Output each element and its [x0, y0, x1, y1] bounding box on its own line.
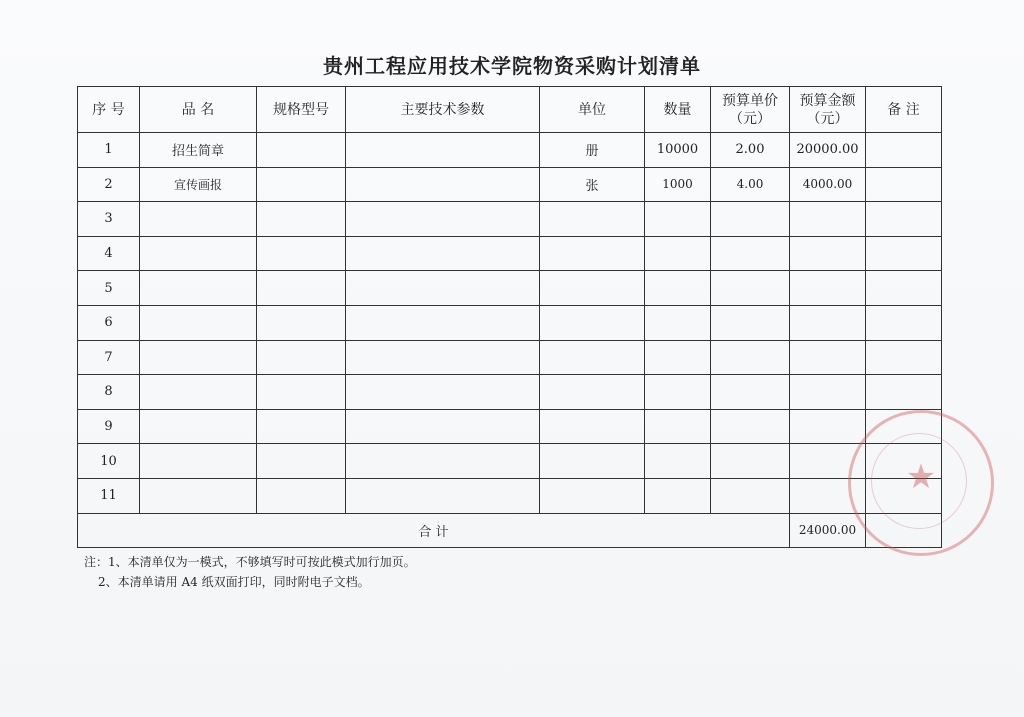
cell-model — [257, 167, 346, 202]
cell-model — [257, 375, 346, 410]
cell-remark — [866, 167, 942, 202]
cell-amount — [790, 340, 866, 375]
cell-amount — [790, 271, 866, 306]
cell-remark — [866, 375, 942, 410]
cell-params — [346, 409, 540, 444]
cell-seq: 2 — [78, 167, 140, 202]
footnote-1: 注：1、本清单仅为一模式，不够填写时可按此模式加行加页。 — [84, 555, 416, 569]
cell-remark — [866, 202, 942, 237]
amount-currency: （元） — [806, 110, 849, 127]
table-row — [78, 202, 942, 237]
cell-params — [346, 340, 540, 375]
cell-seq: 8 — [78, 375, 140, 410]
cell-params — [346, 202, 540, 237]
cell-amount — [790, 375, 866, 410]
cell-remark — [866, 271, 942, 306]
cell-params — [346, 236, 540, 271]
cell-qty — [645, 271, 711, 306]
cell-price — [711, 305, 790, 340]
cell-params — [346, 271, 540, 306]
table-row — [78, 167, 942, 202]
cell-seq: 11 — [78, 478, 140, 513]
cell-price — [711, 271, 790, 306]
cell-qty: 1000 — [645, 167, 711, 202]
cell-unit — [540, 340, 645, 375]
total-label: 合 计 — [78, 513, 790, 548]
table-body — [78, 133, 942, 514]
table-row — [78, 133, 942, 168]
cell-price — [711, 375, 790, 410]
cell-qty: 10000 — [645, 133, 711, 168]
col-header-qty: 数量 — [645, 87, 711, 133]
cell-params — [346, 167, 540, 202]
cell-price — [711, 340, 790, 375]
total-amount: 24000.00 — [790, 513, 866, 548]
cell-model — [257, 202, 346, 237]
cell-model — [257, 305, 346, 340]
cell-model — [257, 340, 346, 375]
cell-name — [140, 340, 257, 375]
table-header-row — [78, 87, 942, 133]
table-row — [78, 340, 942, 375]
col-header-unit: 单位 — [540, 87, 645, 133]
cell-seq: 3 — [78, 202, 140, 237]
cell-qty — [645, 236, 711, 271]
footnote-2: 2、本清单请用 A4 纸双面打印，同时附电子文档。 — [98, 575, 370, 589]
cell-unit — [540, 236, 645, 271]
col-header-remark: 备 注 — [866, 87, 942, 133]
col-header-model: 规格型号 — [257, 87, 346, 133]
document-title: 贵州工程应用技术学院物资采购计划清单 — [323, 54, 701, 78]
col-header-unit-price — [711, 87, 790, 133]
cell-model — [257, 444, 346, 479]
footnotes — [84, 552, 416, 592]
cell-qty — [645, 478, 711, 513]
table-row — [78, 478, 942, 513]
cell-name: 宣传画报 — [140, 167, 257, 202]
cell-params — [346, 305, 540, 340]
col-header-amount — [790, 87, 866, 133]
cell-name — [140, 271, 257, 306]
cell-unit — [540, 202, 645, 237]
cell-qty — [645, 340, 711, 375]
cell-remark — [866, 236, 942, 271]
table-row — [78, 236, 942, 271]
col-header-params: 主要技术参数 — [346, 87, 540, 133]
cell-model — [257, 271, 346, 306]
cell-amount — [790, 236, 866, 271]
cell-price — [711, 444, 790, 479]
cell-name — [140, 305, 257, 340]
table-row — [78, 271, 942, 306]
cell-name: 招生简章 — [140, 133, 257, 168]
table-row — [78, 409, 942, 444]
cell-seq: 4 — [78, 236, 140, 271]
cell-qty — [645, 444, 711, 479]
table-row — [78, 305, 942, 340]
cell-qty — [645, 375, 711, 410]
cell-name — [140, 478, 257, 513]
cell-amount — [790, 202, 866, 237]
cell-remark — [866, 305, 942, 340]
cell-qty — [645, 409, 711, 444]
cell-params — [346, 478, 540, 513]
cell-model — [257, 236, 346, 271]
cell-model — [257, 409, 346, 444]
official-seal-stamp — [848, 410, 994, 556]
cell-price: 2.00 — [711, 133, 790, 168]
amount-label: 预算金额 — [799, 92, 856, 109]
cell-qty — [645, 202, 711, 237]
cell-unit — [540, 409, 645, 444]
cell-unit: 张 — [540, 167, 645, 202]
cell-model — [257, 478, 346, 513]
unit-price-label: 预算单价 — [722, 92, 778, 109]
cell-remark — [866, 133, 942, 168]
cell-unit — [540, 375, 645, 410]
cell-remark — [866, 340, 942, 375]
seal-star-icon: ★ — [905, 457, 937, 497]
procurement-table — [77, 86, 942, 548]
cell-qty — [645, 305, 711, 340]
cell-name — [140, 202, 257, 237]
table-row — [78, 375, 942, 410]
cell-unit — [540, 444, 645, 479]
col-header-name: 品 名 — [140, 87, 257, 133]
cell-params — [346, 133, 540, 168]
col-header-seq: 序 号 — [78, 87, 140, 133]
cell-name — [140, 409, 257, 444]
cell-params — [346, 444, 540, 479]
cell-amount: 4000.00 — [790, 167, 866, 202]
total-row — [78, 513, 942, 548]
cell-seq: 1 — [78, 133, 140, 168]
cell-price: 4.00 — [711, 167, 790, 202]
cell-seq: 6 — [78, 305, 140, 340]
cell-seq: 5 — [78, 271, 140, 306]
cell-seq: 10 — [78, 444, 140, 479]
cell-price — [711, 478, 790, 513]
table-row — [78, 444, 942, 479]
cell-seq: 7 — [78, 340, 140, 375]
cell-price — [711, 202, 790, 237]
cell-price — [711, 409, 790, 444]
cell-params — [346, 375, 540, 410]
cell-amount: 20000.00 — [790, 133, 866, 168]
cell-unit — [540, 478, 645, 513]
cell-seq: 9 — [78, 409, 140, 444]
cell-name — [140, 375, 257, 410]
cell-unit — [540, 271, 645, 306]
cell-price — [711, 236, 790, 271]
cell-model — [257, 133, 346, 168]
cell-name — [140, 444, 257, 479]
cell-unit — [540, 305, 645, 340]
unit-price-currency: （元） — [729, 110, 771, 127]
cell-amount — [790, 409, 866, 444]
cell-name — [140, 236, 257, 271]
cell-amount — [790, 305, 866, 340]
cell-unit: 册 — [540, 133, 645, 168]
